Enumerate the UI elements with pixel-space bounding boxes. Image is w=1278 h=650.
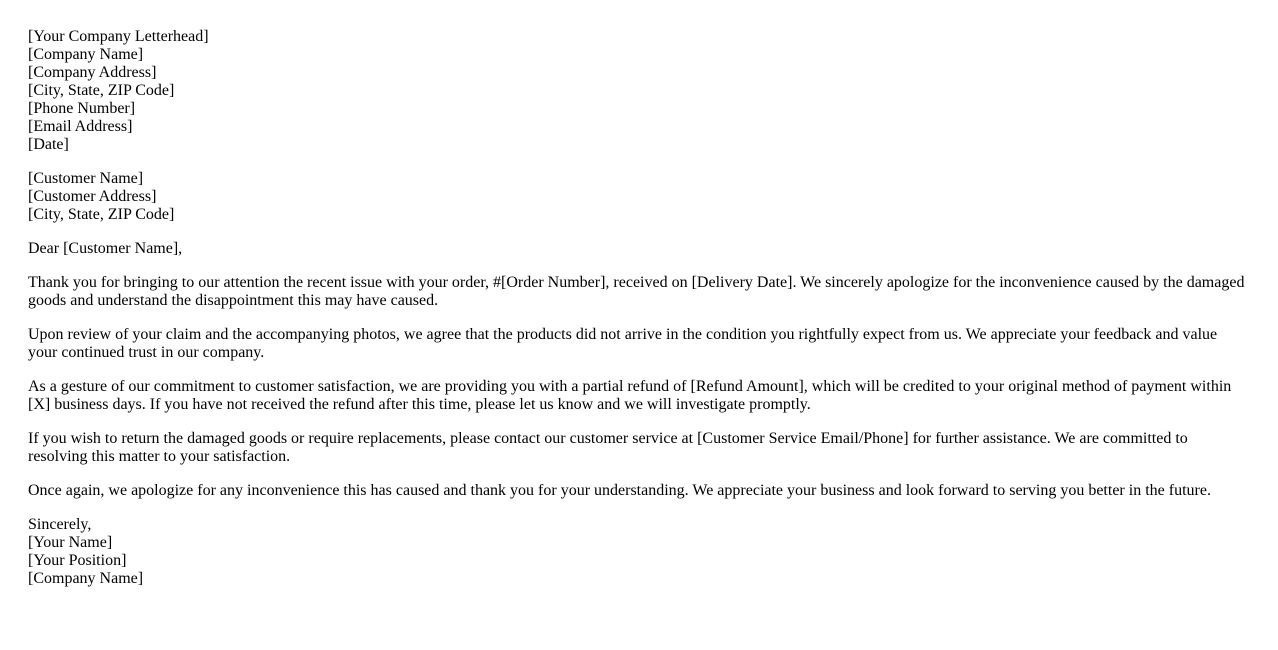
closing-block xyxy=(28,516,1250,588)
sender-email: [Email Address] xyxy=(28,118,133,135)
sender-phone: [Phone Number] xyxy=(28,100,136,117)
body-paragraph: As a gesture of our commitment to customer satisfaction, we are providing you with a partial refund of [Refund Amount], which will be credited to your original method of payment within [X] business days. If you have not received the refund after this time, please let us know and we will investigate promptly. xyxy=(28,378,1232,413)
recipient-address: [Customer Address] xyxy=(28,188,157,205)
salutation: Dear [Customer Name], xyxy=(28,240,183,257)
signer-company-name: [Company Name] xyxy=(28,570,144,587)
letter xyxy=(28,28,1250,604)
sender-letterhead: [Your Company Letterhead] xyxy=(28,28,209,45)
letter-date: [Date] xyxy=(28,136,69,153)
body-paragraph: Thank you for bringing to our attention the recent issue with your order, #[Order Number], received on [Delivery Date]. We sincerely apologize for the inconvenience caused by the damaged goods and understand the disappointment this may have caused. xyxy=(28,274,1245,309)
body-paragraph: Once again, we apologize for any inconvenience this has caused and thank you for your understanding. We appreciate your business and look forward to serving you better in the future. xyxy=(28,482,1211,499)
sender-city-state-zip: [City, State, ZIP Code] xyxy=(28,82,175,99)
recipient-name: [Customer Name] xyxy=(28,170,144,187)
body-paragraph: Upon review of your claim and the accompanying photos, we agree that the products did not arrive in the condition you rightfully expect from us. We appreciate your feedback and value your continued trust in our company. xyxy=(28,326,1218,361)
sign-off: Sincerely, xyxy=(28,516,92,533)
sender-block xyxy=(28,28,1250,154)
recipient-city-state-zip: [City, State, ZIP Code] xyxy=(28,206,175,223)
body-paragraph: If you wish to return the damaged goods or require replacements, please contact our customer service at [Customer Service Email/Phone] for further assistance. We are committed to resolving this matter to your satisfaction. xyxy=(28,430,1188,465)
recipient-block xyxy=(28,170,1250,224)
signer-position: [Your Position] xyxy=(28,552,127,569)
sender-company-name: [Company Name] xyxy=(28,46,144,63)
sender-company-address: [Company Address] xyxy=(28,64,157,81)
signer-name: [Your Name] xyxy=(28,534,113,551)
